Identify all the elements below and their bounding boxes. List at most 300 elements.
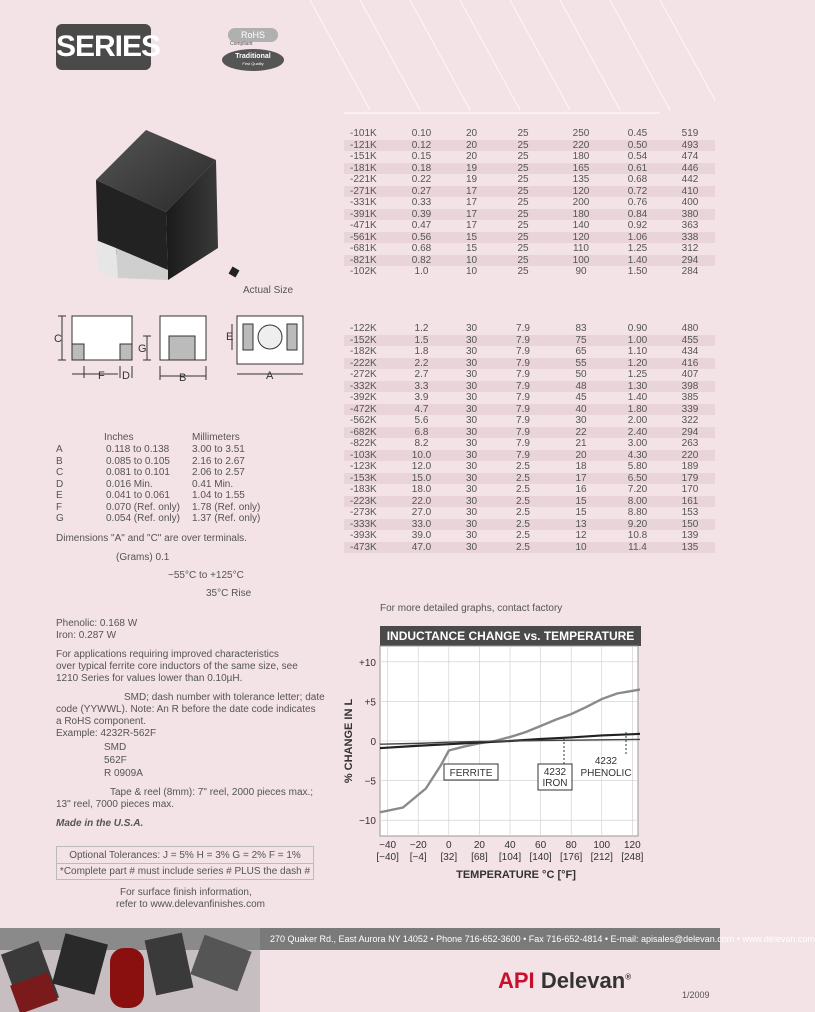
table-cell: -181K [344, 163, 394, 175]
dimension-cell: G [56, 513, 64, 524]
table-cell: 7.9 [494, 358, 552, 370]
example-date: R 0909A [104, 768, 143, 779]
table-cell: 1.2 [414, 323, 429, 334]
table-row [344, 266, 715, 278]
traditional-badge [222, 49, 284, 71]
rohs-sub: Compliant [230, 41, 253, 47]
table-row [344, 381, 715, 393]
dimension-cell: B [56, 455, 63, 467]
finish-line-2: refer to www.delevanfinishes.com [116, 899, 265, 910]
dimension-cell: F [56, 501, 63, 513]
footer-address: 270 Quaker Rd., East Aurora NY 14052 • Phone 716-652-3600 • Fax 716-652-4814 • E-mail: apisales@delevan.com • www.delevan.com [270, 934, 815, 944]
table-cell: 10.0 [394, 450, 449, 462]
table-cell: -333K [344, 519, 394, 531]
table-cell: 410 [665, 186, 715, 198]
table-cell: 135 [572, 174, 590, 185]
table-cell: 0.84 [610, 209, 665, 221]
table-cell: 27.0 [411, 507, 432, 518]
table-cell: -391K [344, 209, 394, 221]
table-cell: 0.47 [411, 220, 432, 231]
x-tick-label-f: [104] [498, 852, 522, 863]
table-row [344, 461, 715, 473]
table-cell: 0.18 [394, 163, 449, 175]
company-logo [498, 968, 631, 994]
table-cell: 179 [665, 473, 715, 485]
table-cell: 30 [465, 392, 478, 403]
dimension-cell: 3.00 to 3.51 [192, 444, 245, 455]
table-cell: 2.5 [516, 484, 530, 495]
logo-api: API [498, 968, 535, 993]
table-cell: 2.00 [627, 415, 648, 426]
dimension-drawing [50, 308, 310, 388]
table-cell: 2.5 [516, 530, 530, 541]
table-cell: -271K [344, 186, 394, 198]
table-cell: 312 [681, 243, 699, 254]
dimension-cell: 0.054 (Ref. only) [106, 513, 180, 524]
iron-label: IRON [542, 778, 568, 789]
table-cell: 6.8 [394, 427, 449, 439]
table-cell: 120 [552, 186, 610, 198]
iron-label-num: 4232 [543, 767, 567, 778]
table-cell: 30 [465, 323, 478, 334]
table-cell: 12 [575, 530, 587, 541]
table-cell: 474 [681, 151, 699, 162]
table-cell: 22.0 [394, 496, 449, 508]
table-cell: 30 [449, 496, 494, 508]
table-cell: 7.20 [627, 484, 648, 495]
app-line-3: 1210 Series for values lower than 0.10µH. [56, 673, 243, 684]
table-cell: 2.40 [610, 427, 665, 439]
table-cell: 380 [665, 209, 715, 221]
table-cell: 398 [665, 381, 715, 393]
table-cell: 20 [552, 450, 610, 462]
table-cell: 455 [665, 335, 715, 347]
table-cell: 5.80 [627, 461, 648, 472]
dimension-row [54, 490, 280, 502]
y-tick-label: −10 [359, 816, 376, 828]
example-smd: SMD [104, 742, 127, 753]
x-tick-label: 100 [593, 840, 611, 851]
table-cell: 2.5 [516, 461, 530, 472]
table-cell: 284 [681, 266, 699, 277]
table-cell: 39.0 [411, 530, 432, 541]
temp-range: −55°C to +125°C [168, 570, 244, 581]
table-cell: 25 [494, 255, 552, 267]
table-cell: 2.5 [494, 542, 552, 554]
table-cell: 180 [552, 209, 610, 221]
table-cell: 30 [465, 438, 478, 449]
table-cell: 45 [575, 392, 587, 403]
table-cell: -221K [350, 174, 377, 185]
table-cell: -153K [344, 473, 394, 485]
table-cell: 0.50 [610, 140, 665, 152]
table-row [344, 519, 715, 531]
spec-table-b [344, 323, 715, 553]
table-cell: -822K [350, 438, 377, 449]
table-row [344, 530, 715, 542]
table-cell: -103K [344, 450, 394, 462]
table-cell: 100 [552, 255, 610, 267]
table-cell: 13 [552, 519, 610, 531]
dim-label-d: D [122, 370, 130, 382]
footer-inductors-photo [0, 928, 260, 1012]
table-cell: 407 [681, 369, 699, 380]
inductance-temperature-chart [340, 646, 644, 882]
table-cell: 8.00 [610, 496, 665, 508]
dim-label-b: B [179, 372, 187, 384]
table-cell: 10.8 [627, 530, 648, 541]
table-cell: 150 [665, 519, 715, 531]
table-cell: 2.5 [494, 473, 552, 485]
table-cell: 30 [465, 461, 478, 472]
table-cell: 0.92 [627, 220, 648, 231]
dimensions-table [54, 444, 280, 525]
dimension-cell: 0.081 to 0.101 [106, 467, 170, 478]
x-tick-label-f: [248] [621, 852, 644, 863]
table-cell: 10 [465, 266, 478, 277]
temp-rise: 35°C Rise [206, 588, 252, 599]
table-row [344, 209, 715, 221]
table-cell: -272K [350, 369, 377, 380]
table-cell: 480 [681, 323, 699, 334]
table-cell: 15.0 [394, 473, 449, 485]
phenolic-label: PHENOLIC [580, 768, 632, 779]
table-cell: -681K [350, 243, 377, 254]
table-cell: -123K [350, 461, 377, 472]
table-row [344, 473, 715, 485]
revision-date: 1/2009 [682, 990, 710, 1000]
example-562f: 562F [104, 755, 127, 766]
table-cell: 0.15 [411, 151, 432, 162]
dimension-cell: A [56, 444, 63, 455]
dim-label-c: C [54, 333, 62, 345]
table-row [344, 496, 715, 508]
table-cell: 7.9 [516, 438, 530, 449]
table-cell: 25 [517, 174, 529, 185]
table-cell: 294 [665, 255, 715, 267]
table-cell: 17 [465, 220, 478, 231]
table-row [344, 335, 715, 347]
table-cell: 0.61 [610, 163, 665, 175]
table-cell: 30 [465, 346, 478, 357]
table-cell: 30 [449, 542, 494, 554]
x-axis-label: TEMPERATURE °C [°F] [456, 869, 576, 881]
table-cell: 0.33 [411, 197, 432, 208]
table-row [344, 358, 715, 370]
power-phenolic: Phenolic: 0.168 W [56, 618, 138, 629]
table-cell: 7.9 [516, 369, 530, 380]
table-cell: 7.9 [494, 335, 552, 347]
table-cell: -273K [350, 507, 377, 518]
x-tick-label: −40 [379, 840, 397, 851]
table-cell: 0.22 [411, 174, 432, 185]
table-row [344, 415, 715, 427]
example-label: Example: 4232R-562F [56, 728, 157, 739]
dim-label-a: A [266, 370, 274, 382]
table-cell: 11.4 [610, 542, 665, 554]
table-cell: 120 [552, 232, 610, 244]
table-cell: 15 [575, 507, 587, 518]
table-cell: 180 [572, 151, 590, 162]
ferrite-label: FERRITE [449, 768, 493, 779]
table-cell: 1.80 [610, 404, 665, 416]
table-cell: 18.0 [411, 484, 432, 495]
table-cell: -473K [344, 542, 394, 554]
table-row [344, 323, 715, 335]
table-cell: -122K [350, 323, 377, 334]
table-cell: 9.20 [610, 519, 665, 531]
table-cell: 1.8 [414, 346, 429, 357]
dimension-row [54, 479, 280, 491]
table-row [344, 404, 715, 416]
dimension-cell: 1.37 (Ref. only) [192, 513, 261, 524]
y-tick-label: +10 [359, 657, 376, 669]
table-cell: 385 [681, 392, 699, 403]
table-cell: 322 [681, 415, 699, 426]
series-badge: SERIES [56, 24, 151, 70]
rohs-label: RoHS [228, 28, 278, 42]
dimension-cell: 2.06 to 2.57 [192, 467, 245, 478]
table-cell: 434 [681, 346, 699, 357]
dims-header-mm: Millimeters [192, 432, 240, 443]
table-cell: 6.50 [610, 473, 665, 485]
table-cell: 7.9 [494, 404, 552, 416]
table-cell: -472K [344, 404, 394, 416]
table-cell: 25 [517, 128, 529, 139]
dimension-row [54, 502, 280, 514]
x-tick-label: 120 [624, 840, 641, 851]
table-cell: 363 [681, 220, 699, 231]
table-cell: 25 [494, 209, 552, 221]
x-tick-label-f: [68] [471, 852, 488, 863]
table-cell: 30 [465, 530, 478, 541]
product-image [86, 120, 246, 290]
table-row [344, 174, 715, 186]
table-cell: 0.56 [394, 232, 449, 244]
graph-note: For more detailed graphs, contact factory [380, 603, 563, 614]
table-cell: 30 [449, 450, 494, 462]
x-tick-label: 60 [535, 840, 547, 851]
table-cell: 7.9 [516, 346, 530, 357]
table-cell: 3.9 [414, 392, 429, 403]
table-cell: 17 [449, 186, 494, 198]
table-cell: 0.68 [411, 243, 432, 254]
table-cell: 442 [681, 174, 699, 185]
table-cell: 1.50 [627, 266, 648, 277]
table-cell: 20 [449, 140, 494, 152]
table-cell: 16 [575, 484, 587, 495]
table-cell: -121K [344, 140, 394, 152]
table-cell: 22 [552, 427, 610, 439]
table-row [344, 186, 715, 198]
x-tick-label-f: [176] [560, 852, 583, 863]
table-cell: 30 [449, 335, 494, 347]
table-cell: 30 [449, 519, 494, 531]
table-cell: -471K [350, 220, 377, 231]
logo-registered: ® [625, 972, 632, 982]
table-cell: 0.10 [411, 128, 432, 139]
table-cell: 19 [449, 163, 494, 175]
table-cell: -183K [350, 484, 377, 495]
table-cell: 139 [681, 530, 699, 541]
dimension-cell: 0.041 to 0.061 [106, 490, 170, 501]
table-cell: 30 [465, 507, 478, 518]
dimension-cell: 2.16 to 2.67 [192, 455, 245, 467]
dimension-cell: 0.118 to 0.138 [106, 444, 170, 455]
table-cell: 8.2 [414, 438, 429, 449]
mark-line-2: code (YYWWL). Note: An R before the date code indicates [56, 704, 316, 715]
table-cell: 416 [665, 358, 715, 370]
table-cell: 1.25 [627, 243, 648, 254]
table-row [344, 438, 715, 450]
table-row [344, 163, 715, 175]
table-cell: 20 [465, 151, 478, 162]
table-cell: 90 [575, 266, 587, 277]
dimension-cell: E [56, 490, 63, 501]
table-cell: 17 [449, 209, 494, 221]
pack-line-2: 13" reel, 7000 pieces max. [56, 799, 175, 810]
table-cell: 25 [517, 151, 529, 162]
table-cell: -102K [350, 266, 377, 277]
table-cell: 7.9 [516, 323, 530, 334]
dim-label-e: E [226, 331, 234, 343]
table-cell: 21 [575, 438, 587, 449]
table-cell: 12.0 [411, 461, 432, 472]
table-cell: 1.5 [394, 335, 449, 347]
table-cell: -393K [350, 530, 377, 541]
table-cell: -182K [350, 346, 377, 357]
table-cell: 400 [681, 197, 699, 208]
table-cell: 189 [681, 461, 699, 472]
dimension-cell: 0.070 (Ref. only) [106, 501, 180, 513]
y-tick-label: −5 [364, 776, 376, 788]
dimension-row [54, 513, 280, 525]
table-cell: 1.10 [627, 346, 648, 357]
table-cell: -562K [350, 415, 377, 426]
table-cell: 40 [552, 404, 610, 416]
table-cell: 25 [494, 186, 552, 198]
table-cell: 1.0 [414, 266, 429, 277]
app-line-2: over typical ferrite core inductors of the same size, see [56, 661, 298, 672]
table-cell: 0.82 [394, 255, 449, 267]
table-cell: 7.9 [494, 381, 552, 393]
table-cell: 1.00 [610, 335, 665, 347]
table-cell: 7.9 [494, 427, 552, 439]
x-tick-label-f: [140] [529, 852, 552, 863]
dimension-row [54, 467, 280, 479]
table-cell: 1.40 [627, 392, 648, 403]
phenolic-label-num: 4232 [594, 756, 618, 767]
table-row [344, 232, 715, 244]
table-row [344, 484, 715, 496]
table-cell: 4.30 [610, 450, 665, 462]
table-cell: 446 [665, 163, 715, 175]
dimension-cell: 0.085 to 0.105 [106, 455, 170, 467]
table-cell: 161 [665, 496, 715, 508]
dimension-cell: 0.016 Min. [106, 478, 153, 490]
table-row [344, 255, 715, 267]
table-cell: 25 [517, 220, 529, 231]
table-cell: -152K [344, 335, 394, 347]
table-cell: 0.54 [627, 151, 648, 162]
complete-part-note: *Complete part # must include series # PLUS the dash # [59, 866, 311, 877]
table-cell: 2.2 [394, 358, 449, 370]
table-cell: 1.25 [627, 369, 648, 380]
table-cell: 493 [665, 140, 715, 152]
table-cell: 200 [572, 197, 590, 208]
table-cell: 25 [517, 243, 529, 254]
table-cell: 0.27 [394, 186, 449, 198]
table-cell: 2.5 [516, 507, 530, 518]
table-cell: 8.80 [627, 507, 648, 518]
table-cell: 19 [465, 174, 478, 185]
table-cell: 220 [552, 140, 610, 152]
table-cell: 0.72 [610, 186, 665, 198]
table-row [344, 220, 715, 232]
table-cell: 30 [465, 484, 478, 495]
table-cell: -222K [344, 358, 394, 370]
table-row [344, 140, 715, 152]
table-cell: 140 [572, 220, 590, 231]
table-cell: -682K [344, 427, 394, 439]
table-cell: 3.3 [394, 381, 449, 393]
table-cell: 47.0 [394, 542, 449, 554]
weight: (Grams) 0.1 [116, 552, 170, 563]
table-cell: 2.7 [414, 369, 429, 380]
table-cell: 48 [552, 381, 610, 393]
dimension-cell: 1.78 (Ref. only) [192, 501, 261, 513]
table-cell: 338 [665, 232, 715, 244]
table-cell: 7.9 [516, 415, 530, 426]
table-cell: 30 [449, 427, 494, 439]
table-cell: 153 [681, 507, 699, 518]
table-cell: 30 [449, 381, 494, 393]
made-in: Made in the U.S.A. [56, 818, 144, 829]
table-cell: 18 [575, 461, 587, 472]
table-row [344, 346, 715, 358]
table-cell: 10 [449, 255, 494, 267]
x-tick-label: 0 [446, 840, 452, 851]
table-cell: 25 [517, 197, 529, 208]
table-cell: 25 [517, 266, 529, 277]
table-cell: 65 [575, 346, 587, 357]
table-cell: 339 [665, 404, 715, 416]
dim-label-f: F [98, 370, 105, 382]
rohs-badge [218, 24, 288, 72]
table-row [344, 369, 715, 381]
table-row [344, 542, 715, 554]
y-tick-label: +5 [364, 697, 376, 709]
table-cell: 1.40 [610, 255, 665, 267]
table-cell: 7.9 [494, 450, 552, 462]
x-tick-label: 20 [473, 840, 485, 851]
table-row [344, 507, 715, 519]
table-cell: 165 [552, 163, 610, 175]
table-cell: 0.12 [394, 140, 449, 152]
dimension-row [54, 456, 280, 468]
logo-delevan: Delevan [540, 968, 626, 993]
table-cell: -331K [350, 197, 377, 208]
table-cell: 3.00 [627, 438, 648, 449]
table-cell: 30 [575, 415, 587, 426]
table-cell: 250 [572, 128, 590, 139]
app-line-1: For applications requiring improved characteristics [56, 649, 279, 660]
table-cell: -392K [350, 392, 377, 403]
table-cell: -332K [344, 381, 394, 393]
y-axis-label: % CHANGE IN L [343, 698, 355, 784]
table-row [344, 243, 715, 255]
optional-tolerances: Optional Tolerances: J = 5% H = 3% G = 2% F = 1% [57, 848, 313, 864]
